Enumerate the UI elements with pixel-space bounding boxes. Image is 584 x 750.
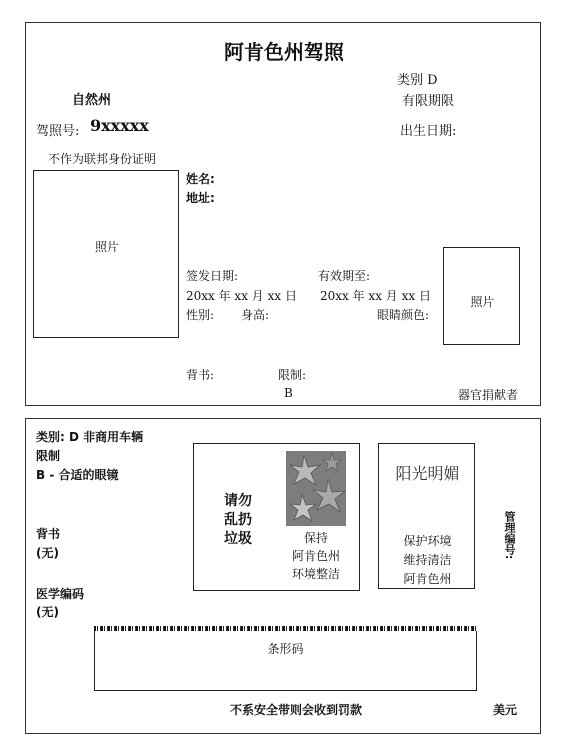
sex-label: 性别: [186, 308, 215, 322]
eye-color-label: 眼睛颜色: [377, 308, 430, 322]
sunshine-line-1: 保护环境 [403, 534, 452, 548]
restrictions-heading: 限制 [36, 449, 61, 463]
restriction-value: B [284, 386, 293, 400]
endorsement-label: 背书: [186, 368, 215, 382]
sunshine-panel [378, 443, 475, 589]
license-back-card [25, 418, 541, 734]
endorsements-heading: 背书 [36, 527, 61, 541]
expiry-date-value: 20xx 年 xx 月 xx 日 [320, 289, 431, 303]
litter-caption-3: 环境整洁 [291, 567, 340, 581]
sunshine-title: 阳光明媚 [395, 464, 460, 483]
medical-code-value: (无) [36, 605, 59, 619]
issue-date-label: 签发日期: [186, 269, 239, 283]
state-label: 自然州 [72, 93, 112, 108]
barcode-box [94, 626, 477, 691]
litter-line-2: 乱扔 [224, 512, 252, 528]
litter-caption-1: 保持 [303, 531, 328, 545]
issue-date-value: 20xx 年 xx 月 xx 日 [186, 289, 297, 303]
license-title: 阿肯色州驾照 [224, 40, 344, 64]
restriction-b-line: B - 合适的眼镜 [36, 468, 119, 482]
restriction-label: 限制: [278, 368, 307, 382]
license-number-label: 驾照号: [36, 124, 80, 139]
back-class-line: 类别: D 非商用车辆 [36, 430, 144, 444]
license-number-value: 9xxxxx [90, 116, 149, 135]
litter-line-3: 垃圾 [224, 531, 252, 547]
litter-line-1: 请勿 [224, 493, 252, 509]
medical-code-heading: 医学编码 [36, 587, 85, 601]
endorsements-value: (无) [36, 546, 59, 560]
license-front-card [25, 22, 541, 406]
sunshine-line-3: 阿肯色州 [403, 572, 452, 586]
barcode-top-edge [94, 626, 477, 631]
sunshine-line-2: 维持清洁 [403, 553, 452, 567]
admin-number-vertical: 管理编号: [503, 511, 516, 560]
name-label: 姓名: [186, 172, 215, 186]
height-label: 身高: [241, 308, 270, 322]
dob-label: 出生日期: [400, 124, 457, 139]
main-photo-label: 照片 [94, 240, 119, 254]
expiry-type: 有限期限 [402, 94, 455, 109]
not-federal-id-note: 不作为联邦身份证明 [48, 152, 157, 166]
main-photo-box [33, 170, 179, 338]
leaf-image [286, 451, 346, 526]
class-label: 类别 D [397, 73, 438, 88]
seatbelt-warning: 不系安全带则会收到罚款 [229, 703, 362, 717]
dollar-label: 美元 [493, 703, 518, 717]
expiry-date-label: 有效期至: [318, 269, 371, 283]
leaf-star-icon [286, 451, 346, 526]
small-photo-label: 照片 [470, 295, 495, 309]
litter-panel [193, 443, 360, 591]
litter-caption-2: 阿肯色州 [291, 549, 340, 563]
address-label: 地址: [186, 191, 215, 205]
small-photo-box [443, 247, 520, 345]
barcode-label: 条形码 [267, 642, 304, 656]
organ-donor-label: 器官捐献者 [458, 388, 519, 402]
